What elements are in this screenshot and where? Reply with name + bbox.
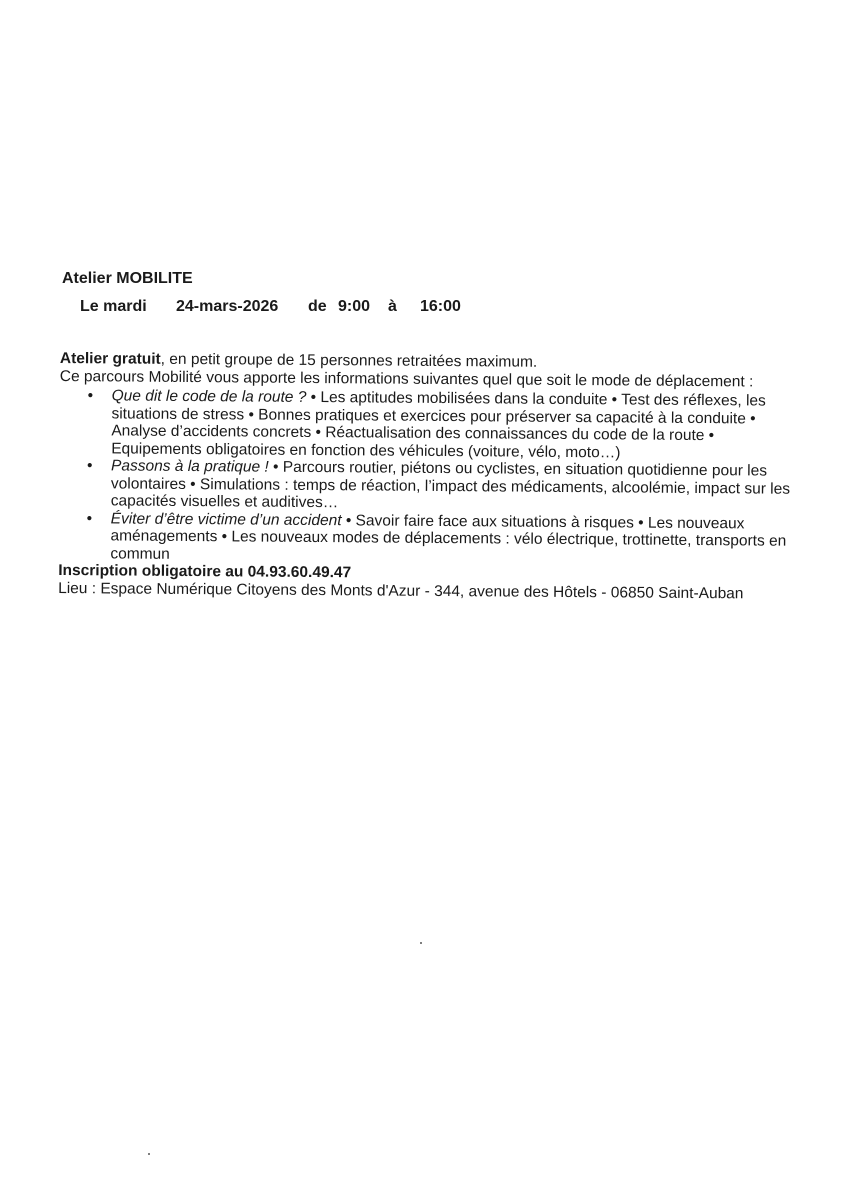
event-title — [62, 268, 782, 290]
list-item — [86, 510, 798, 568]
event-header — [62, 268, 782, 318]
scan-speck — [148, 1153, 150, 1155]
list-item — [87, 387, 800, 463]
topic-title: Passons à la pratique ! — [111, 457, 269, 476]
title-main: MOBILITE — [116, 270, 193, 287]
bullet-icon: • — [87, 387, 94, 405]
topic-list — [58, 387, 799, 568]
venue-line: Lieu : Espace Numérique Citoyens des Monts d'Azur - 344, avenue des Hôtels - 06850 Saint-Auban — [58, 579, 744, 602]
title-prefix: Atelier — [62, 270, 117, 287]
event-schedule — [62, 296, 782, 318]
from-word: de — [308, 298, 327, 315]
start-time: 9:00 — [338, 298, 371, 315]
event-description — [58, 350, 800, 603]
registration-line: Inscription obligatoire au 04.93.60.49.47 — [58, 561, 352, 582]
topic-title: Que dit le code de la route ? — [111, 387, 307, 406]
intro-line-2: Ce parcours Mobilité vous apporte les informations suivantes quel que soit le mode de déplacement : — [59, 367, 754, 390]
topic-text: • Les aptitudes mobilisées dans la conduite • Test des réflexes, les situations de stress • Bonnes pratiques et exercices pour préserver sa capacité à la conduite • Analyse d’accidents concrets • Réactualisation des connaissances du code de la route • Equipements obligatoires en fonction des véhicules (voiture, vélo, moto…) — [111, 388, 766, 461]
scan-speck — [420, 942, 422, 944]
topic-text: • Savoir faire face aux situations à risques • Les nouveaux aménagements • Les nouveaux modes de déplacements : vélo électrique, trottinette, transports en commun — [110, 511, 787, 563]
end-time: 16:00 — [420, 298, 461, 315]
bullet-icon: • — [86, 509, 93, 527]
topic-text: • Parcours routier, piétons ou cyclistes, en situation quotidienne pour les volontaires • Simulations : temps de réaction, l’impact des médicaments, alcoolémie, impact sur les capacités visuelles et auditives… — [110, 458, 791, 512]
bullet-icon: • — [87, 457, 93, 475]
event-date: 24-mars-2026 — [176, 298, 279, 315]
to-word: à — [388, 298, 397, 315]
topic-title: Éviter d’être victime d’un accident — [110, 509, 342, 529]
intro-rest: , en petit groupe de 15 personnes retraitées maximum. — [160, 350, 538, 371]
intro-bold: Atelier gratuit — [59, 350, 161, 368]
list-item — [87, 457, 799, 515]
event-day: Le mardi — [80, 298, 147, 315]
